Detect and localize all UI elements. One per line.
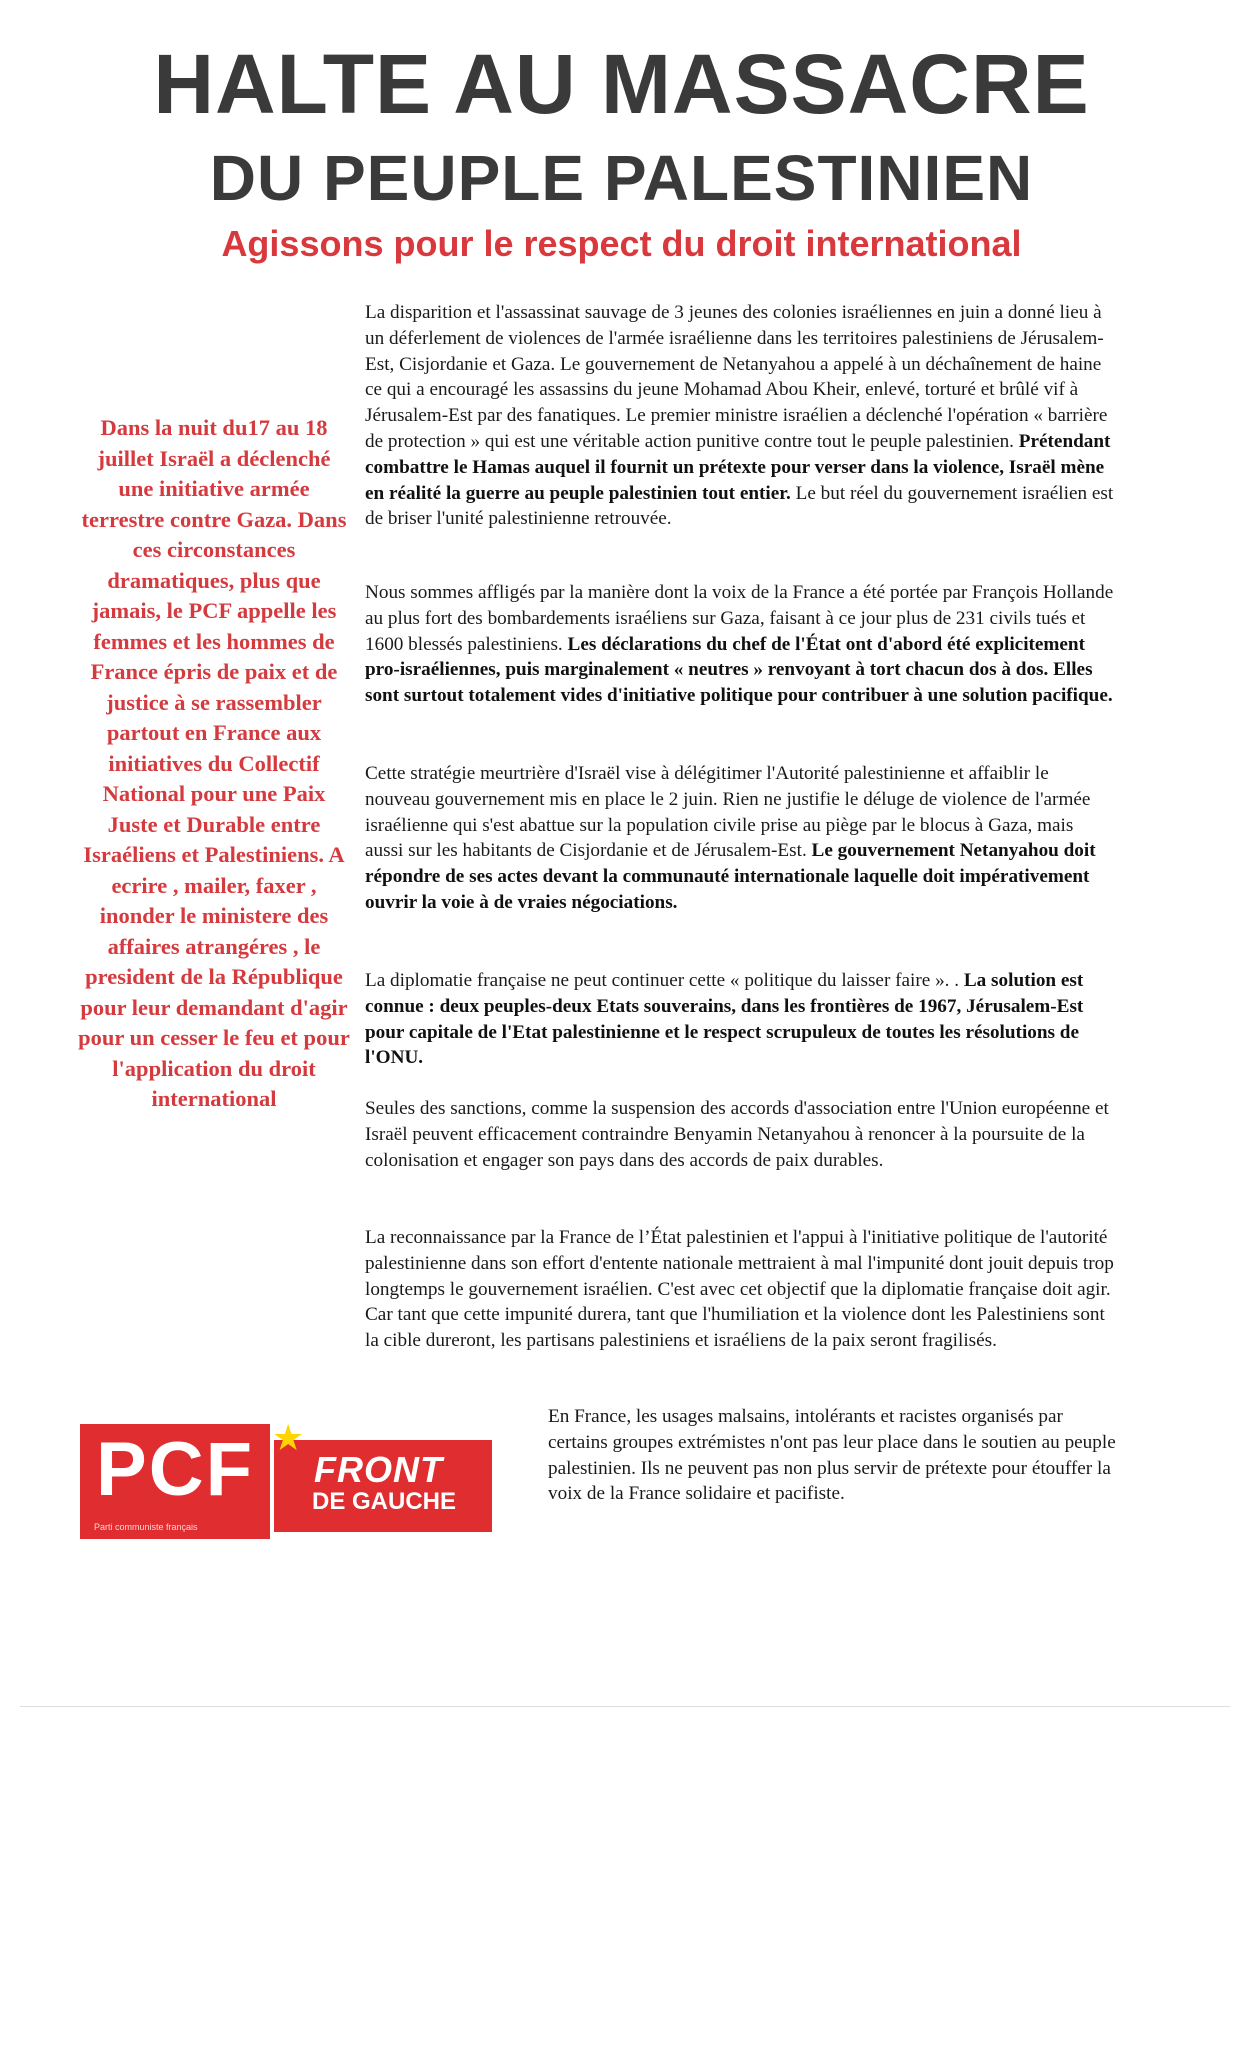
star-icon: ★ (272, 1417, 305, 1458)
front-de-gauche-logo (272, 1417, 492, 1532)
p4-bold-text: La solution est connue : deux peuples-deux Etats souverains, dans les frontières de 1967, Jérusalem-Est pour capitale de l'Etat palestinienne et le respect scrupuleux de toutes les résolutions de l'ONU. (365, 970, 1084, 1069)
front-logo-text: FRONT (314, 1449, 443, 1490)
pcf-logo (80, 1424, 270, 1539)
body-paragraph-6: La reconnaissance par la France de l’État palestinien et l'appui à l'initiative politique de l'autorité palestinienne dans son effort d'entente nationale mettraient à mal l'impunité dont jouit depuis trop longtemps le gouvernement israélien. C'est avec cet objectif que la diplomatie française doit agir. Car tant que cette impunité durera, tant que l'humiliation et la violence dont les Palestiniens sont la cible dureront, les partisans palestiniens et israéliens de la paix seront fragilisés. (365, 1227, 1114, 1352)
p3-bold-text: Le gouvernement Netanyahou doit répondre de ses actes devant la communauté internationale laquelle doit impérativement ouvrir la voie à de vraies négociations. (365, 840, 1096, 913)
sidebar-callout: Dans la nuit du17 au 18 juillet Israël a déclenché une initiative armée terrestre contre Gaza. Dans ces circonstances dramatiques, plus que jamais, le PCF appelle les femmes et les hommes de France épris de paix et de justice à se rassembler partout en France aux initiatives du Collectif National pour une Paix Juste et Durable entre Israéliens et Palestiniens. A ecrire , mailer, faxer , inonder le ministere des affaires atrangéres , le president de la République pour leur demandant d'agir pour un cesser le feu et pour l'application du droit international (78, 415, 350, 1111)
body-paragraph-5: Seules des sanctions, comme la suspension des accords d'association entre l'Union européenne et Israël peuvent efficacement contraindre Benyamin Netanyahou à renoncer à la poursuite de la colonisation et engager son pays dans des accords de paix durables. (365, 1098, 1109, 1171)
page-divider (20, 1706, 1230, 1707)
gauche-logo-text: DE GAUCHE (312, 1488, 457, 1515)
p4-normal-text: La diplomatie française ne peut continuer cette « politique du laisser faire ». . (365, 970, 960, 991)
body-paragraph-3 (365, 761, 1115, 916)
p2-normal-text: Nous sommes affligés par la manière dont la voix de la France a été portée par François Hollande au plus fort des bombardements israéliens sur Gaza, faisant à ce jour plus de 231 civils tués et 1600 blessés palestiniens. (365, 582, 1114, 655)
subtitle: Agissons pour le respect du droit international (221, 223, 1022, 264)
p1-tail-text: Le but réel du gouvernement israélien est de briser l'unité palestinienne retrouvée. (365, 482, 1114, 530)
body-paragraph-1 (365, 300, 1115, 532)
body-paragraph-4 (365, 968, 1115, 1071)
p1-bold-text: Prétendant combattre le Hamas auquel il fournit un prétexte pour verser dans la violence, Israël mène en réalité la guerre au peuple palestinien tout entier. (365, 430, 1111, 504)
body-paragraph-7: En France, les usages malsains, intolérants et racistes organisés par certains groupes extrémistes n'ont pas leur place dans le soutien au peuple palestinien. Ils ne peuvent pas non plus servir de prétexte pour étouffer la voix de la France solidaire et pacifiste. (548, 1406, 1116, 1505)
body-paragraph-2 (365, 580, 1115, 709)
p1-normal-text: La disparition et l'assassinat sauvage de 3 jeunes des colonies israéliennes en juin a donné lieu à un déferlement de violences de l'armée israélienne dans les territoires palestiniens de Jérusalem-Est, Cisjordanie et Gaza. Le gouvernement de Netanyahou a appelé à un déchaînement de haine ce qui a encouragé les assassins du jeune Mohamad Abou Kheir, enlevé, torturé et brûlé vif à Jérusalem-Est par des fanatiques. Le premier ministre israélien a déclenché l'opération « barrière de protection » qui est une véritable action punitive contre tout le peuple palestinien. (365, 302, 1108, 452)
pcf-logo-subtitle: Parti communiste français (94, 1522, 198, 1532)
pcf-logo-text: PCF (96, 1427, 254, 1512)
p3-normal-text: Cette stratégie meurtrière d'Israël vise à délégitimer l'Autorité palestinienne et affaiblir le nouveau gouvernement mis en place le 2 juin. Rien ne justifie le déluge de violence de l'armée israélienne qui s'est abattue sur la population civile prise au piège par le blocus à Gaza, mais aussi sur les habitants de Cisjordanie et de Jérusalem-Est. (365, 763, 1091, 862)
p2-bold-text: Les déclarations du chef de l'État ont d'abord été explicitement pro-israéliennes, puis marginalement « neutres » renvoyant à tort chacun dos à dos. Elles sont surtout totalement vides d'initiative politique pour contribuer à une solution pacifique. (365, 633, 1113, 707)
headline-line1: HALTE AU MASSACRE (153, 37, 1090, 131)
headline-line2: DU PEUPLE PALESTINIEN (209, 142, 1034, 214)
